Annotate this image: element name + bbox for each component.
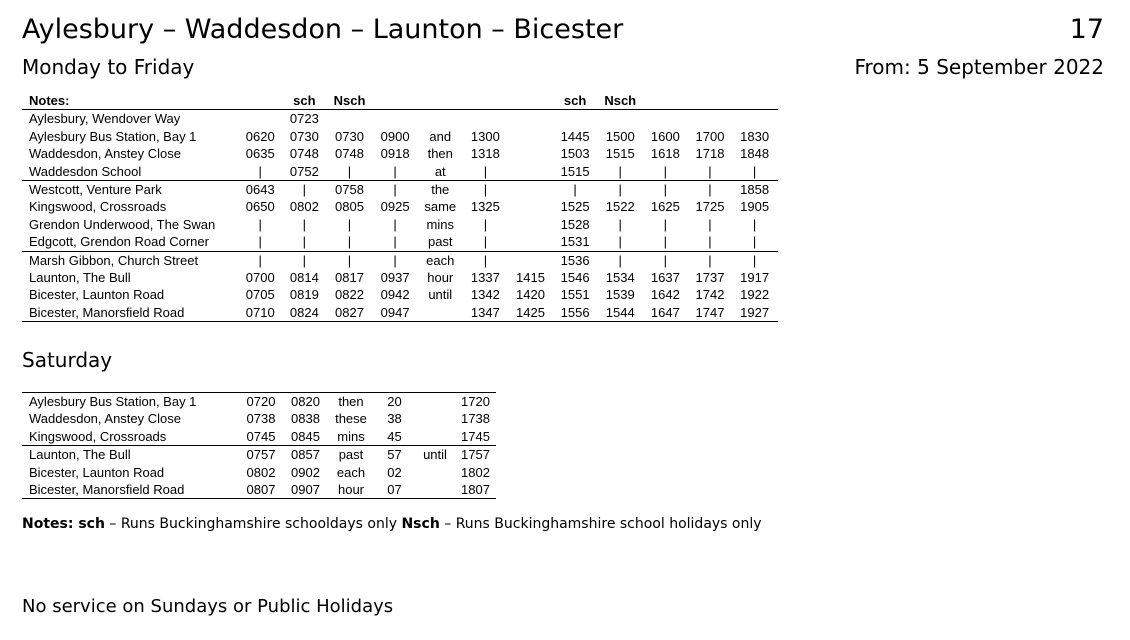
departure-time: | (688, 233, 733, 251)
departure-time: 0802 (289, 199, 319, 215)
departure-time: 1807 (455, 481, 496, 499)
nsch-description: – Runs Buckinghamshire school holidays only (439, 516, 762, 532)
departure-time: 0824 (282, 304, 327, 322)
departure-time: | (302, 182, 307, 198)
departure-time: | (238, 233, 282, 251)
departure-time: | (688, 163, 733, 181)
departure-time: 1720 (455, 393, 496, 411)
departure-time (508, 216, 553, 233)
column-note (418, 92, 463, 110)
departure-time: 0822 (335, 287, 364, 303)
column-note (732, 92, 777, 110)
departure-time: 0802 (246, 464, 276, 480)
departure-time (508, 251, 553, 269)
timetable-row (22, 145, 777, 162)
stop-name: Bicester, Launton Road (29, 287, 165, 303)
departure-time: | (597, 233, 643, 251)
timetable-row (22, 286, 777, 303)
departure-time: hour (427, 270, 454, 286)
departure-time: 38 (387, 411, 402, 427)
departure-time: 1618 (650, 146, 680, 162)
saturday-heading: Saturday (22, 348, 113, 372)
departure-time: | (708, 252, 712, 268)
stop-name: Kingswood, Crossroads (29, 199, 167, 215)
departure-time: 0838 (291, 411, 320, 427)
timetable-row (22, 163, 777, 181)
departure-time: hour (328, 481, 374, 499)
departure-time (508, 233, 553, 251)
departure-time: 1927 (732, 304, 777, 322)
weekday-timetable (22, 92, 777, 322)
departure-time: | (347, 216, 352, 232)
departure-time: 0635 (245, 146, 275, 162)
timetable-row (22, 481, 496, 499)
saturday-timetable (22, 392, 496, 499)
departure-time: 1342 (470, 287, 500, 303)
departure-time: 1536 (560, 252, 590, 268)
departure-time: 1922 (740, 287, 770, 303)
stop-name: Marsh Gibbon, Church Street (29, 252, 199, 268)
departure-time: 0730 (335, 128, 364, 144)
column-note: sch (282, 92, 327, 110)
sch-code: sch (78, 516, 105, 532)
departure-time: 0845 (283, 428, 328, 446)
timetable-row (22, 393, 496, 411)
departure-time: | (393, 182, 397, 198)
departure-time: mins (328, 428, 374, 446)
notes-header-row (22, 92, 777, 110)
stop-name: Launton, The Bull (29, 270, 131, 286)
departure-time: | (393, 252, 397, 268)
departure-time: 0752 (282, 163, 327, 181)
timetable-row (22, 233, 777, 251)
departure-time (372, 110, 418, 128)
column-note: sch (553, 92, 598, 110)
departure-time: 1544 (597, 304, 643, 322)
column-note (688, 92, 733, 110)
departure-time: 1745 (455, 428, 496, 446)
departure-time: then (328, 393, 374, 411)
timetable-row (22, 446, 496, 464)
departure-time: 1551 (560, 287, 590, 303)
departure-time (415, 393, 455, 411)
departure-time (415, 410, 455, 427)
departure-time: 0907 (283, 481, 328, 499)
departure-time: 1546 (560, 270, 590, 286)
timetable-row (22, 428, 496, 446)
departure-time: 0738 (246, 411, 276, 427)
departure-time: 1515 (553, 163, 598, 181)
notes (22, 516, 762, 532)
departure-time: 0814 (289, 270, 319, 286)
departure-time: past (338, 447, 364, 463)
departure-time: | (238, 163, 282, 181)
departure-time: 0730 (289, 128, 319, 144)
column-note (372, 92, 418, 110)
departure-time: 0805 (335, 199, 364, 215)
stop-name: Bicester, Manorsfield Road (22, 304, 238, 322)
departure-time: 0937 (380, 270, 410, 286)
timetable-row (22, 128, 777, 145)
departure-time: | (347, 252, 352, 268)
departure-time: 1318 (470, 146, 500, 162)
departure-time: 1522 (605, 199, 635, 215)
departure-time: | (752, 216, 757, 232)
departure-time (508, 163, 553, 181)
stop-name: Aylesbury Bus Station, Bay 1 (29, 128, 197, 144)
departure-time: 1500 (605, 128, 635, 144)
departure-time (415, 481, 455, 499)
departure-time: these (335, 411, 367, 427)
weekday-heading: Monday to Friday (22, 55, 195, 79)
departure-time: 0745 (239, 428, 283, 446)
departure-time: 1525 (560, 199, 590, 215)
stop-name: Waddesdon School (22, 163, 238, 181)
departure-time: | (663, 216, 668, 232)
departure-time: 1534 (605, 270, 635, 286)
departure-time: | (327, 163, 373, 181)
departure-time: | (618, 182, 622, 198)
timetable-row (22, 410, 496, 427)
departure-time: 0723 (289, 111, 319, 127)
stop-name: Kingswood, Crossroads (22, 428, 239, 446)
departure-time: 45 (374, 428, 415, 446)
departure-time: | (302, 216, 307, 232)
departure-time: same (424, 199, 457, 215)
departure-time: | (573, 182, 577, 198)
departure-time: 0710 (238, 304, 282, 322)
departure-time: 0947 (372, 304, 418, 322)
departure-time: 0942 (380, 287, 410, 303)
departure-time: 1556 (553, 304, 598, 322)
departure-time: | (463, 233, 509, 251)
departure-time: | (302, 252, 307, 268)
departure-time: | (483, 216, 488, 232)
departure-time: 0807 (239, 481, 283, 499)
departure-time: 1905 (740, 199, 770, 215)
departure-time: | (643, 233, 688, 251)
departure-time: until (423, 447, 447, 463)
departure-time: | (663, 182, 668, 198)
departure-time: 02 (387, 464, 402, 480)
departure-time: | (483, 182, 488, 198)
timetable-row (22, 181, 777, 199)
notes-prefix: Notes: (22, 516, 79, 532)
departure-time (415, 464, 455, 481)
column-note: Nsch (597, 92, 643, 110)
stop-name: Grendon Underwood, The Swan (29, 216, 216, 232)
no-service-note: No service on Sundays or Public Holidays (22, 596, 394, 617)
timetable-row (22, 464, 496, 481)
departure-time: | (327, 233, 373, 251)
departure-time: 0650 (245, 199, 275, 215)
nsch-code: Nsch (401, 516, 440, 532)
timetable-row (22, 304, 777, 322)
departure-time: and (429, 128, 452, 144)
departure-time: 1802 (461, 464, 490, 480)
departure-time: | (708, 182, 712, 198)
departure-time: 0902 (291, 464, 320, 480)
departure-time: | (732, 233, 777, 251)
departure-time: 1300 (470, 128, 500, 144)
departure-time: 1445 (560, 128, 590, 144)
departure-time: 1531 (553, 233, 598, 251)
departure-time: at (418, 163, 463, 181)
route-number: 17 (1069, 14, 1104, 45)
departure-time: 1700 (695, 128, 725, 144)
departure-time: 1757 (461, 447, 490, 463)
departure-time: 1830 (740, 128, 770, 144)
departure-time: 0748 (335, 146, 364, 162)
departure-time: | (483, 252, 488, 268)
departure-time: 1600 (650, 128, 680, 144)
departure-time: | (708, 216, 712, 232)
departure-time: 0620 (245, 128, 275, 144)
departure-time: 1725 (695, 199, 725, 215)
departure-time: 0757 (246, 447, 276, 463)
departure-time: 0819 (289, 287, 319, 303)
departure-time: | (663, 252, 668, 268)
departure-time: 0720 (239, 393, 283, 411)
timetable-row (22, 251, 777, 269)
stop-name: Launton, The Bull (29, 447, 131, 463)
departure-time: 0857 (291, 447, 320, 463)
departure-time (732, 110, 777, 128)
notes-label: Notes: (22, 92, 238, 110)
departure-time: | (372, 233, 418, 251)
departure-time (415, 428, 455, 446)
timetable-title: Aylesbury – Waddesdon – Launton – Bicester (22, 14, 624, 45)
departure-time: 1738 (461, 411, 490, 427)
departure-time (327, 110, 373, 128)
stop-name: Westcott, Venture Park (29, 182, 162, 198)
departure-time: 1737 (695, 270, 725, 286)
departure-time: 0918 (380, 146, 410, 162)
departure-time (553, 110, 598, 128)
departure-time: 1515 (605, 146, 635, 162)
departure-time: 1415 (516, 270, 545, 286)
departure-time (643, 110, 688, 128)
timetable-row (22, 110, 777, 128)
departure-time: 1742 (695, 287, 725, 303)
departure-time (597, 110, 643, 128)
stop-name: Aylesbury Bus Station, Bay 1 (22, 393, 239, 411)
column-note (643, 92, 688, 110)
departure-time: 0900 (380, 128, 410, 144)
departure-time: the (431, 182, 450, 198)
effective-date: From: 5 September 2022 (854, 55, 1104, 79)
departure-time: 1858 (740, 182, 770, 198)
departure-time (463, 110, 509, 128)
departure-time: 1637 (650, 270, 680, 286)
departure-time: past (418, 233, 463, 251)
departure-time: 1325 (470, 199, 500, 215)
stop-name: Bicester, Launton Road (29, 464, 165, 480)
departure-time: 20 (374, 393, 415, 411)
departure-time (508, 145, 553, 162)
column-note (238, 92, 282, 110)
departure-time: 0643 (245, 182, 275, 198)
departure-time: 1503 (560, 146, 590, 162)
departure-time (418, 110, 463, 128)
column-note (508, 92, 553, 110)
departure-time (508, 198, 553, 215)
timetable-row (22, 216, 777, 233)
departure-time: | (393, 216, 397, 232)
departure-time: | (752, 252, 757, 268)
stop-name: Aylesbury, Wendover Way (29, 111, 181, 127)
departure-time (508, 128, 553, 145)
departure-time: 1347 (463, 304, 509, 322)
departure-time: | (643, 163, 688, 181)
departure-time: 1718 (695, 146, 725, 162)
departure-time: | (618, 252, 622, 268)
departure-time (418, 304, 463, 322)
departure-time: 0700 (245, 270, 275, 286)
departure-time: 0827 (327, 304, 373, 322)
sch-description: – Runs Buckinghamshire schooldays only (104, 516, 402, 532)
departure-time: 1917 (740, 270, 770, 286)
departure-time: 0925 (380, 199, 410, 215)
departure-time: 0758 (335, 182, 364, 198)
departure-time: then (427, 146, 453, 162)
departure-time (508, 110, 553, 128)
departure-time: 1747 (688, 304, 733, 322)
departure-time: 1848 (740, 146, 770, 162)
departure-time: | (732, 163, 777, 181)
departure-time: 07 (374, 481, 415, 499)
column-note: Nsch (327, 92, 373, 110)
departure-time (688, 110, 733, 128)
departure-time: 0820 (283, 393, 328, 411)
departure-time: 57 (387, 447, 402, 463)
departure-time (508, 181, 553, 199)
departure-time: | (258, 252, 262, 268)
departure-time: | (618, 216, 622, 232)
departure-time: 1642 (650, 287, 680, 303)
departure-time: 0705 (245, 287, 275, 303)
departure-time: each (336, 464, 366, 480)
departure-time: | (258, 216, 262, 232)
departure-time: 0817 (335, 270, 364, 286)
timetable-row (22, 269, 777, 286)
departure-time: 1420 (516, 287, 545, 303)
stop-name: Edgcott, Grendon Road Corner (22, 233, 238, 251)
column-note (463, 92, 509, 110)
departure-time: 1625 (650, 199, 680, 215)
departure-time: mins (426, 216, 454, 232)
departure-time: | (282, 233, 327, 251)
stop-name: Waddesdon, Anstey Close (29, 411, 181, 427)
departure-time: 1528 (560, 216, 590, 232)
departure-time: | (463, 163, 509, 181)
departure-time: | (372, 163, 418, 181)
stop-name: Waddesdon, Anstey Close (29, 146, 181, 162)
departure-time: | (597, 163, 643, 181)
stop-name: Bicester, Manorsfield Road (22, 481, 239, 499)
departure-time: 1647 (643, 304, 688, 322)
departure-time: 1337 (470, 270, 500, 286)
departure-time: 1539 (605, 287, 635, 303)
departure-time: each (426, 252, 455, 268)
departure-time: 1425 (508, 304, 553, 322)
timetable-row (22, 198, 777, 215)
departure-time (238, 110, 282, 128)
departure-time: until (428, 287, 453, 303)
departure-time: 0748 (289, 146, 319, 162)
